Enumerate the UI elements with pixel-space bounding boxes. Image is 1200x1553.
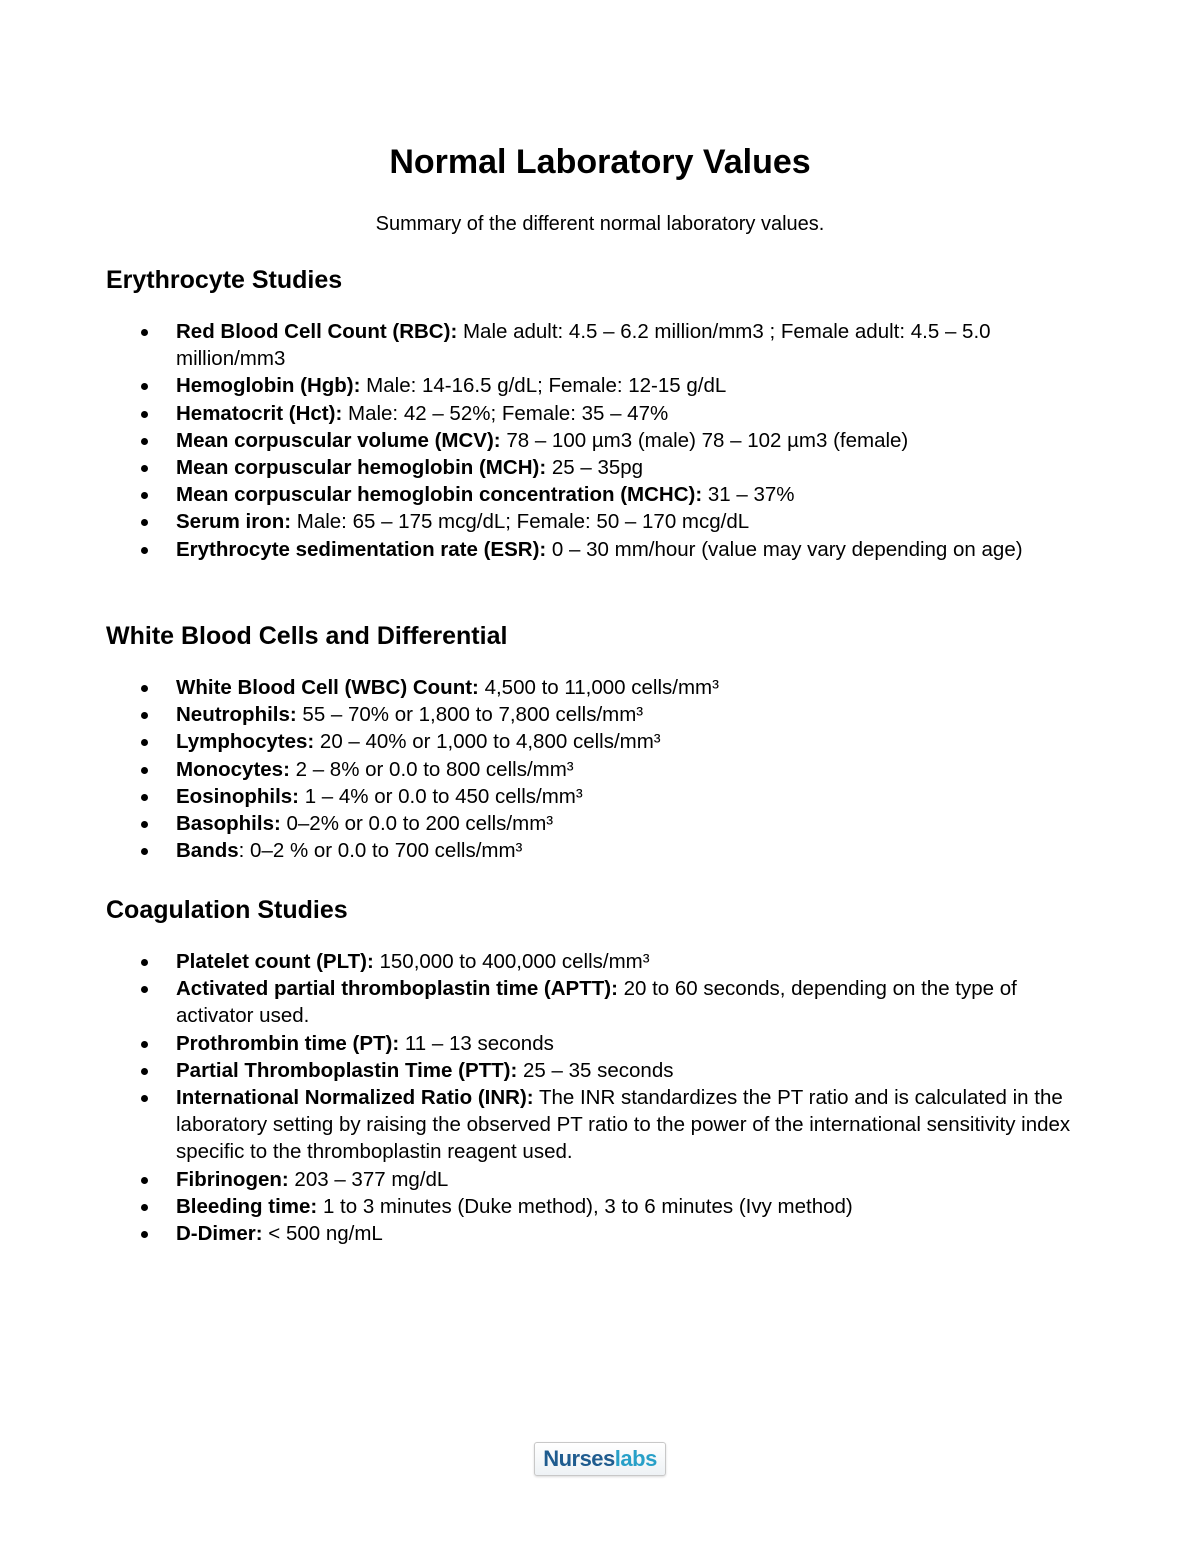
bullet-icon xyxy=(141,986,148,993)
value-list xyxy=(106,674,1086,864)
value-list xyxy=(106,948,1086,1247)
item-value: 20 – 40% or 1,000 to 4,800 cells/mm³ xyxy=(314,730,661,754)
item-value: Male: 42 – 52%; Female: 35 – 47% xyxy=(342,401,669,425)
list-item xyxy=(106,481,1086,508)
list-item xyxy=(106,400,1086,427)
list-item xyxy=(106,674,1086,701)
list-item xyxy=(106,372,1086,399)
item-label: Activated partial thromboplastin time (APTT): xyxy=(176,977,618,1001)
item-value: 150,000 to 400,000 cells/mm³ xyxy=(373,950,650,973)
bullet-icon xyxy=(141,329,148,336)
item-value: 11 – 13 seconds xyxy=(399,1031,554,1055)
bullet-icon xyxy=(141,547,148,554)
item-label: Mean corpuscular hemoglobin concentration (MCHC): xyxy=(176,483,703,507)
bullet-icon xyxy=(141,794,148,801)
item-label: White Blood Cell (WBC) Count: xyxy=(176,676,479,699)
item-value: Male: 14-16.5 g/dL; Female: 12-15 g/dL xyxy=(360,374,727,398)
item-value: 20 to 60 seconds, depending on the type of activator used. xyxy=(176,977,1017,1028)
item-label: Red Blood Cell Count (RBC): xyxy=(176,320,458,343)
item-label: Monocytes: xyxy=(176,757,290,781)
bullet-icon xyxy=(141,411,148,418)
item-value: 31 – 37% xyxy=(702,483,795,507)
item-label: International Normalized Ratio (INR): xyxy=(176,1086,534,1110)
item-label: Prothrombin time (PT): xyxy=(176,1031,400,1055)
value-list xyxy=(106,318,1086,563)
section-heading: White Blood Cells and Differential xyxy=(106,622,508,650)
list-item xyxy=(106,756,1086,783)
item-value: : 0–2 % or 0.0 to 700 cells/mm³ xyxy=(238,839,523,863)
list-item xyxy=(106,701,1086,728)
bullet-icon xyxy=(141,1041,148,1048)
list-item xyxy=(106,1057,1086,1084)
bullet-icon xyxy=(141,848,148,855)
bullet-icon xyxy=(141,1204,148,1211)
item-label: Lymphocytes: xyxy=(176,730,315,754)
bullet-icon xyxy=(141,465,148,472)
list-item xyxy=(106,728,1086,755)
item-label: Fibrinogen: xyxy=(176,1167,289,1191)
item-value: 25 – 35pg xyxy=(546,456,644,480)
list-item xyxy=(106,1030,1086,1057)
list-item xyxy=(106,837,1086,864)
item-label: Bands xyxy=(176,839,239,863)
section-erythrocyte-studies xyxy=(106,264,1086,563)
item-value: 1 to 3 minutes (Duke method), 3 to 6 minutes (Ivy method) xyxy=(317,1194,853,1218)
bullet-icon xyxy=(141,685,148,692)
list-item xyxy=(106,810,1086,837)
bullet-icon xyxy=(141,1095,148,1102)
bullet-icon xyxy=(141,959,148,966)
list-item xyxy=(106,1166,1086,1193)
list-item xyxy=(106,1193,1086,1220)
item-label: Hemoglobin (Hgb): xyxy=(176,374,361,398)
list-item xyxy=(106,1220,1086,1247)
item-value: 4,500 to 11,000 cells/mm³ xyxy=(478,676,719,699)
list-item xyxy=(106,508,1086,535)
bullet-icon xyxy=(141,739,148,746)
item-value: 0 – 30 mm/hour (value may vary depending on age) xyxy=(546,537,1023,561)
page-title: Normal Laboratory Values xyxy=(389,143,811,181)
item-label: Mean corpuscular volume (MCV): xyxy=(176,428,501,452)
item-value: 25 – 35 seconds xyxy=(517,1058,674,1082)
item-label: Eosinophils: xyxy=(176,784,299,808)
item-label: Serum iron: xyxy=(176,510,292,534)
bullet-icon xyxy=(141,821,148,828)
logo-text-part1: Nurses xyxy=(543,1446,615,1471)
section-white-blood-cells xyxy=(106,620,1086,864)
bullet-icon xyxy=(141,492,148,499)
item-label: Basophils: xyxy=(176,812,281,836)
list-item xyxy=(106,975,1086,1029)
bullet-icon xyxy=(141,712,148,719)
logo-text-part2: labs xyxy=(614,1446,657,1471)
item-value: Male: 65 – 175 mcg/dL; Female: 50 – 170 mcg/dL xyxy=(291,510,750,534)
bullet-icon xyxy=(141,1177,148,1184)
item-label: Mean corpuscular hemoglobin (MCH): xyxy=(176,456,547,480)
item-label: D-Dimer: xyxy=(176,1222,263,1246)
item-value: Male adult: 4.5 – 6.2 million/mm3 ; Female adult: 4.5 – 5.0 million/mm3 xyxy=(176,320,991,371)
item-label: Platelet count (PLT): xyxy=(176,950,374,973)
nurseslabs-logo[interactable] xyxy=(534,1442,666,1476)
item-value: 1 – 4% or 0.0 to 450 cells/mm³ xyxy=(299,784,583,808)
item-value: 78 – 100 µm3 (male) 78 – 102 µm3 (female) xyxy=(500,428,909,452)
bullet-icon xyxy=(141,767,148,774)
item-value: < 500 ng/mL xyxy=(262,1222,383,1246)
item-label: Erythrocyte sedimentation rate (ESR): xyxy=(176,537,547,561)
bullet-icon xyxy=(141,519,148,526)
item-value: 203 – 377 mg/dL xyxy=(288,1167,449,1191)
list-item xyxy=(106,318,1086,372)
item-label: Partial Thromboplastin Time (PTT): xyxy=(176,1058,518,1082)
item-value: The INR standardizes the PT ratio and is calculated in the laboratory setting by raising the observed PT ratio to the power of the international sensitivity index specific to the thromboplastin reagent used. xyxy=(176,1086,1071,1164)
section-heading: Erythrocyte Studies xyxy=(106,266,343,294)
item-label: Bleeding time: xyxy=(176,1194,318,1218)
item-value: 0–2% or 0.0 to 200 cells/mm³ xyxy=(280,812,554,836)
list-item xyxy=(106,427,1086,454)
item-label: Hematocrit (Hct): xyxy=(176,401,343,425)
page-subtitle: Summary of the different normal laboratory values. xyxy=(375,213,825,235)
list-item xyxy=(106,948,1086,975)
list-item xyxy=(106,536,1086,563)
item-label: Neutrophils: xyxy=(176,703,297,727)
section-coagulation-studies xyxy=(106,894,1086,1247)
bullet-icon xyxy=(141,1068,148,1075)
bullet-icon xyxy=(141,438,148,445)
item-value: 2 – 8% or 0.0 to 800 cells/mm³ xyxy=(289,757,574,781)
bullet-icon xyxy=(141,1231,148,1238)
section-heading: Coagulation Studies xyxy=(106,896,348,924)
list-item xyxy=(106,783,1086,810)
item-value: 55 – 70% or 1,800 to 7,800 cells/mm³ xyxy=(296,703,644,727)
list-item xyxy=(106,1084,1086,1166)
bullet-icon xyxy=(141,383,148,390)
list-item xyxy=(106,454,1086,481)
